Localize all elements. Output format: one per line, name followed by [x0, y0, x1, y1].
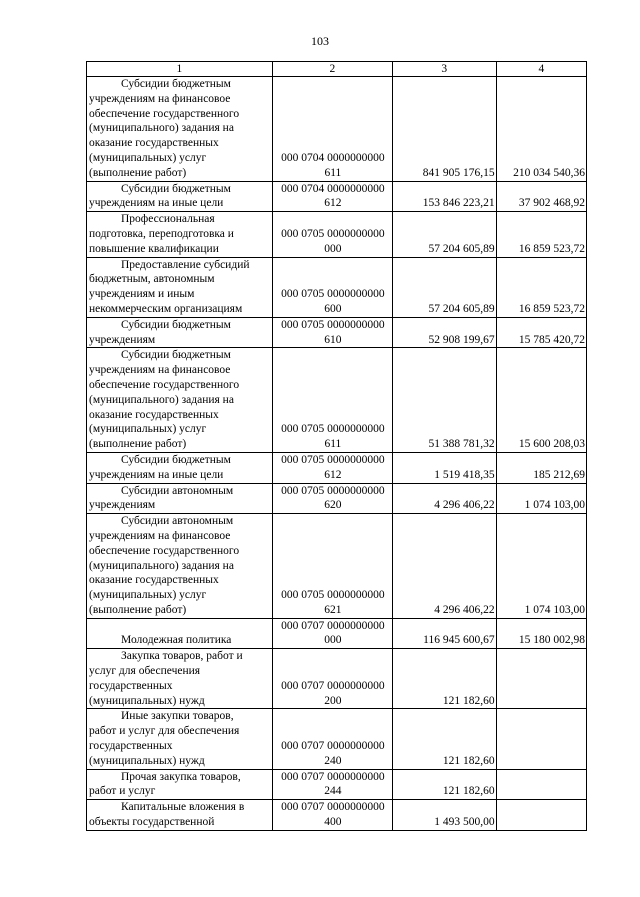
table-row [87, 800, 587, 831]
row-code-cell [272, 769, 392, 800]
row-col3-value: 51 388 781,32 [392, 348, 496, 453]
row-col4-value: 15 600 208,03 [496, 348, 586, 453]
row-col4-value: 1 074 103,00 [496, 514, 586, 619]
row-code-line: 000 0707 0000000000 [281, 740, 385, 753]
row-name-line: Субсидии автономным [121, 484, 234, 497]
row-name-line: объекты государственной [89, 816, 215, 829]
row-name-line: учреждениям на финансовое [89, 92, 231, 105]
row-name-cell [87, 181, 273, 212]
row-name-line: учреждениям на иные цели [89, 468, 224, 481]
row-code-line: 000 0705 0000000000 [281, 227, 385, 240]
row-code-cell [272, 618, 392, 649]
row-name-line: (муниципальных) нужд [89, 694, 205, 707]
row-name-cell [87, 212, 273, 257]
row-col4-value: 16 859 523,72 [496, 212, 586, 257]
row-code-cell [272, 514, 392, 619]
row-name-line: Субсидии автономным [121, 515, 234, 528]
row-name-cell [87, 77, 273, 182]
row-code-line: 620 [324, 499, 342, 512]
row-name-line: учреждениям на финансовое [89, 529, 231, 542]
table-row [87, 514, 587, 619]
row-name-cell [87, 649, 273, 709]
table-row [87, 483, 587, 514]
table-row [87, 317, 587, 348]
row-name-line: (выполнение работ) [89, 166, 187, 179]
row-name-line: Субсидии бюджетным [121, 318, 231, 331]
row-code-line: 244 [324, 785, 342, 798]
row-col4-value: 15 785 420,72 [496, 317, 586, 348]
row-name-line: Прочая закупка товаров, [121, 770, 241, 783]
row-name-line: Субсидии бюджетным [121, 453, 231, 466]
row-name-cell [87, 709, 273, 769]
row-code-cell [272, 181, 392, 212]
row-col3-value: 1 493 500,00 [392, 800, 496, 831]
row-name-line: (муниципальных) нужд [89, 754, 205, 767]
table-row [87, 452, 587, 483]
row-name-line: бюджетным, автономным [89, 273, 215, 286]
row-code-line: 000 0704 0000000000 [281, 151, 385, 164]
row-name-cell [87, 348, 273, 453]
row-col3-value: 57 204 605,89 [392, 212, 496, 257]
row-name-line: обеспечение государственного [89, 544, 240, 557]
row-name-line: Субсидии бюджетным [121, 349, 231, 362]
row-col4-value: 210 034 540,36 [496, 77, 586, 182]
table-row [87, 769, 587, 800]
header-row [87, 62, 587, 77]
table-row [87, 181, 587, 212]
row-code-cell [272, 800, 392, 831]
row-code-line: 000 0705 0000000000 [281, 288, 385, 301]
row-col3-value: 52 908 199,67 [392, 317, 496, 348]
row-col3-value: 153 846 223,21 [392, 181, 496, 212]
row-code-line: 000 [324, 634, 342, 647]
row-col4-value: 15 180 002,98 [496, 618, 586, 649]
row-code-line: 612 [324, 197, 342, 210]
row-name-line: учреждениям на финансовое [89, 364, 231, 377]
budget-table [86, 61, 587, 831]
row-name-line: (муниципального) задания на [89, 559, 234, 572]
row-code-line: 000 [324, 242, 342, 255]
row-name-line: подготовка, переподготовка и [89, 227, 234, 240]
row-name-line: (выполнение работ) [89, 603, 187, 616]
table-row [87, 618, 587, 649]
row-name-line: оказание государственных [89, 137, 219, 150]
row-code-cell [272, 77, 392, 182]
row-col3-value: 841 905 176,15 [392, 77, 496, 182]
table-row [87, 348, 587, 453]
row-name-line: Профессиональная [121, 213, 215, 226]
row-col3-value: 121 182,60 [392, 709, 496, 769]
row-code-cell [272, 212, 392, 257]
row-name-line: государственных [89, 679, 173, 692]
row-code-cell [272, 709, 392, 769]
row-name-line: Закупка товаров, работ и [121, 650, 243, 663]
row-code-cell [272, 317, 392, 348]
row-name-line: работ и услуг [89, 785, 156, 798]
row-code-cell [272, 348, 392, 453]
row-name-cell [87, 769, 273, 800]
row-name-cell [87, 257, 273, 317]
row-name-line: Субсидии бюджетным [121, 78, 231, 90]
row-col3-value: 1 519 418,35 [392, 452, 496, 483]
row-col4-value: 1 074 103,00 [496, 483, 586, 514]
row-name-line: некоммерческим организациям [89, 302, 243, 315]
row-code-cell [272, 649, 392, 709]
table-row [87, 257, 587, 317]
row-code-cell [272, 483, 392, 514]
row-name-line: (муниципальных) услуг [89, 151, 207, 164]
row-name-cell [87, 483, 273, 514]
row-col4-value: 16 859 523,72 [496, 257, 586, 317]
row-name-cell [87, 452, 273, 483]
row-name-line: повышение квалификации [89, 242, 219, 255]
row-name-line: Иные закупки товаров, [121, 710, 234, 723]
row-name-line: Капитальные вложения в [121, 801, 245, 814]
row-col3-value: 121 182,60 [392, 649, 496, 709]
row-code-line: 400 [324, 816, 342, 829]
row-col3-value: 57 204 605,89 [392, 257, 496, 317]
page-number: 103 [311, 34, 329, 48]
row-col4-value: 185 212,69 [496, 452, 586, 483]
row-code-line: 000 0707 0000000000 [281, 770, 385, 783]
row-name-line: (муниципальных) услуг [89, 589, 207, 602]
row-code-line: 000 0705 0000000000 [281, 484, 385, 497]
table-row [87, 77, 587, 182]
row-name-line: услуг для обеспечения [89, 665, 201, 678]
row-col4-value [496, 800, 586, 831]
row-code-line: 612 [324, 468, 342, 481]
row-code-line: 621 [324, 603, 342, 616]
row-code-cell [272, 257, 392, 317]
table-row [87, 649, 587, 709]
row-code-cell [272, 452, 392, 483]
row-name-line: работ и услуг для обеспечения [89, 725, 240, 738]
row-name-line: учреждениям [89, 499, 156, 512]
row-name-line: обеспечение государственного [89, 107, 240, 120]
row-code-line: 000 0707 0000000000 [281, 619, 385, 632]
row-code-line: 611 [324, 166, 342, 179]
row-code-line: 000 0705 0000000000 [281, 318, 385, 331]
row-name-line: учреждениям и иным [89, 288, 195, 301]
row-code-line: 600 [324, 302, 342, 315]
row-name-line: (муниципального) задания на [89, 122, 234, 135]
row-col3-value: 121 182,60 [392, 769, 496, 800]
row-col4-value [496, 649, 586, 709]
row-name-line: государственных [89, 740, 173, 753]
row-code-line: 200 [324, 694, 342, 707]
row-name-cell [87, 800, 273, 831]
row-name-line: учреждениям [89, 333, 156, 346]
row-code-line: 000 0707 0000000000 [281, 679, 385, 692]
row-name-line: (муниципальных) услуг [89, 423, 207, 436]
row-col3-value: 4 296 406,22 [392, 483, 496, 514]
row-name-cell [87, 618, 273, 649]
table-row [87, 709, 587, 769]
row-col3-value: 116 945 600,67 [392, 618, 496, 649]
row-name-line: Молодежная политика [121, 634, 232, 647]
row-name-line: (муниципального) задания на [89, 393, 234, 406]
table-body [87, 77, 587, 831]
header-col-4: 4 [496, 62, 586, 77]
row-name-line: оказание государственных [89, 574, 219, 587]
row-name-cell [87, 317, 273, 348]
header-col-3: 3 [392, 62, 496, 77]
row-code-line: 611 [324, 438, 342, 451]
row-name-line: учреждениям на иные цели [89, 197, 224, 210]
row-code-line: 000 0704 0000000000 [281, 182, 385, 195]
row-code-line: 610 [324, 333, 342, 346]
row-name-line: Предоставление субсидий [121, 258, 250, 271]
header-col-2: 2 [272, 62, 392, 77]
row-code-line: 240 [324, 754, 342, 767]
row-code-line: 000 0705 0000000000 [281, 589, 385, 602]
row-name-line: оказание государственных [89, 408, 219, 421]
row-col4-value [496, 769, 586, 800]
row-name-line: Субсидии бюджетным [121, 182, 231, 195]
row-name-cell [87, 514, 273, 619]
table-row [87, 212, 587, 257]
row-col3-value: 4 296 406,22 [392, 514, 496, 619]
header-col-1: 1 [87, 62, 273, 77]
row-col4-value [496, 709, 586, 769]
row-code-line: 000 0707 0000000000 [281, 801, 385, 814]
row-name-line: (выполнение работ) [89, 438, 187, 451]
row-code-line: 000 0705 0000000000 [281, 423, 385, 436]
row-code-line: 000 0705 0000000000 [281, 453, 385, 466]
row-name-line: обеспечение государственного [89, 378, 240, 391]
row-col4-value: 37 902 468,92 [496, 181, 586, 212]
